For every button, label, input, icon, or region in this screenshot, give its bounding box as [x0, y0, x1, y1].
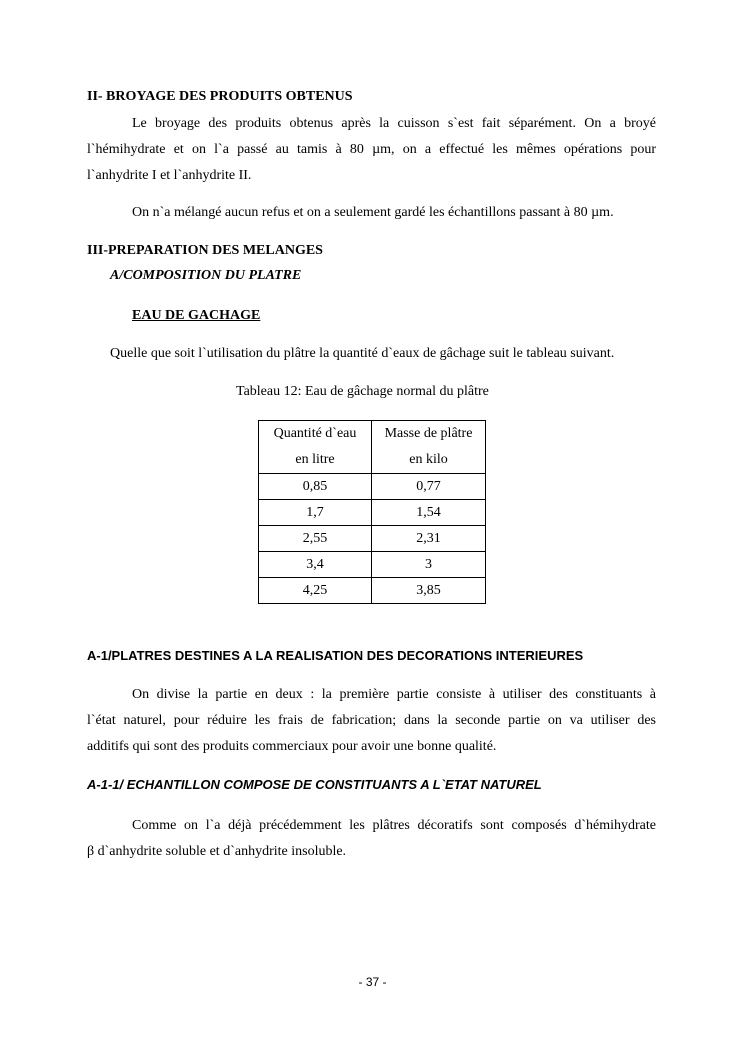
table-row: [259, 552, 486, 578]
table-header-cell: [259, 421, 372, 474]
table-cell: 2,31: [372, 526, 486, 552]
table-header-cell: [372, 421, 486, 474]
table-row: [259, 526, 486, 552]
header-line: en kilo: [409, 452, 448, 467]
paragraph-line: additifs qui sont des produits commerciaux pour avoir une bonne qualité.: [87, 739, 497, 754]
table-cell: 0,77: [372, 474, 486, 500]
paragraph-a1: [87, 682, 656, 760]
table-cell: 4,25: [259, 578, 372, 604]
table-cell: 1,7: [259, 500, 372, 526]
paragraph-line: β d`anhydrite soluble et d`anhydrite insoluble.: [87, 844, 347, 859]
table-row: [259, 578, 486, 604]
section-heading-preparation: III-PREPARATION DES MELANGES: [87, 243, 323, 258]
table-cell: 3,4: [259, 552, 372, 578]
paragraph-intro-tableau: Quelle que soit l`utilisation du plâtre la quantité d`eaux de gâchage suit le tableau suivant.: [110, 346, 615, 361]
paragraph-broyage: [87, 111, 656, 189]
heading-a1-platres-decoratifs: A-1/PLATRES DESTINES A LA REALISATION DES DECORATIONS INTERIEURES: [87, 648, 584, 663]
header-line: Masse de plâtre: [384, 426, 473, 441]
table-cell: 0,85: [259, 474, 372, 500]
table-cell: 3,85: [372, 578, 486, 604]
paragraph-line: l`anhydrite I et l`anhydrite II.: [87, 168, 252, 183]
paragraph-line: Le broyage des produits obtenus après la cuisson s`est fait séparément. On a broyé: [132, 116, 656, 131]
table-caption: Tableau 12: Eau de gâchage normal du plâtre: [236, 384, 489, 399]
paragraph-line: l`hémihydrate et on l`a passé au tamis à 80 µm, on a effectué les mêmes opérations pour: [87, 142, 656, 157]
paragraph-a11: [87, 813, 656, 865]
section-heading-broyage: II- BROYAGE DES PRODUITS OBTENUS: [87, 89, 353, 104]
subheading-composition: A/COMPOSITION DU PLATRE: [110, 268, 302, 283]
water-table: [258, 420, 486, 604]
heading-eau-de-gachage: EAU DE GACHAGE: [132, 308, 261, 323]
paragraph-refus: On n`a mélangé aucun refus et on a seulement gardé les échantillons passant à 80 µm.: [132, 205, 614, 220]
table-cell: 2,55: [259, 526, 372, 552]
paragraph-line: l`état naturel, pour réduire les frais de fabrication; dans la seconde partie on va utiliser des: [87, 713, 656, 728]
heading-a11-echantillon: A-1-1/ ECHANTILLON COMPOSE DE CONSTITUANTS A L`ETAT NATUREL: [87, 777, 542, 792]
table-cell: 3: [372, 552, 486, 578]
table-header-row: [259, 421, 486, 474]
table-row: [259, 500, 486, 526]
table-row: [259, 474, 486, 500]
page-number: - 37 -: [358, 975, 387, 989]
paragraph-line: Comme on l`a déjà précédemment les plâtres décoratifs sont composés d`hémihydrate: [132, 818, 656, 833]
paragraph-line: On divise la partie en deux : la première partie consiste à utiliser des constituants à: [132, 687, 656, 702]
header-line: Quantité d`eau: [273, 426, 357, 441]
table-cell: 1,54: [372, 500, 486, 526]
header-line: en litre: [295, 452, 335, 467]
